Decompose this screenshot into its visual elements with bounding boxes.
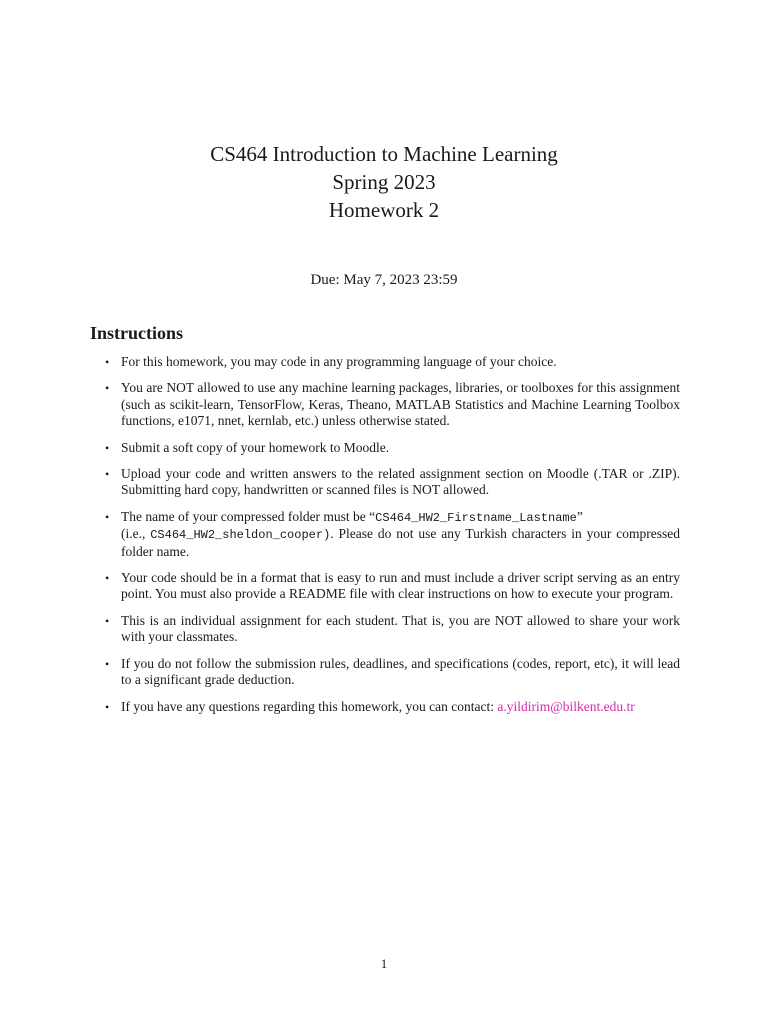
instruction-text: You are NOT allowed to use any machine learning packages, libraries, or toolboxes for this assignment (such as scikit-learn, TensorFlow, Keras, Theano, MATLAB Statistics and Machine Learning Toolbox functions, e1071, nnet, kernlab, etc.) unless otherwise stated.	[121, 380, 680, 429]
instruction-text: For this homework, you may code in any programming language of your choice.	[121, 354, 557, 369]
bullet-icon: •	[105, 613, 110, 628]
bullet-icon: •	[105, 381, 110, 396]
bullet-icon: •	[105, 467, 110, 482]
course-title: CS464 Introduction to Machine Learning	[210, 142, 558, 166]
instruction-item	[104, 699, 680, 715]
bullet-icon: •	[105, 355, 110, 369]
term-title: Spring 2023	[332, 170, 436, 194]
instruction-item	[104, 613, 680, 646]
instructions-list	[104, 354, 680, 725]
instruction-item	[104, 509, 680, 560]
instruction-text: If you have any questions regarding this homework, you can contact:	[121, 698, 498, 714]
bullet-icon: •	[105, 656, 110, 671]
instruction-item	[104, 466, 680, 499]
folder-name-format: CS464_HW2_Firstname_Lastname	[375, 510, 577, 525]
instruction-text: The name of your compressed folder must be “	[121, 508, 376, 524]
assignment-title: Homework 2	[328, 198, 440, 222]
bullet-icon: •	[105, 509, 110, 524]
instruction-text: Submit a soft copy of your homework to Moodle.	[121, 439, 390, 455]
bullet-icon: •	[105, 699, 110, 714]
folder-name-example: CS464_HW2_sheldon_cooper)	[150, 528, 331, 543]
instruction-item	[104, 354, 680, 370]
contact-email-link[interactable]: a.yildirim@bilkent.edu.tr	[497, 698, 635, 714]
instruction-item	[104, 570, 680, 603]
quote-close: ”	[576, 508, 583, 524]
instruction-text: If you do not follow the submission rules, deadlines, and specifications (codes, report, etc), it will lead to a significant grade deduction.	[121, 655, 680, 688]
due-date: Due: May 7, 2023 23:59	[310, 272, 458, 288]
instructions-heading: Instructions	[90, 323, 184, 343]
bullet-icon: •	[105, 440, 110, 455]
instruction-item	[104, 440, 680, 456]
page-number: 1	[380, 956, 388, 971]
instruction-item	[104, 380, 680, 429]
bullet-icon: •	[105, 571, 110, 586]
ie-open: (i.e.,	[121, 526, 151, 542]
title-block	[0, 140, 768, 224]
instruction-text: . Please do not use any Turkish characters in your compressed folder name.	[121, 526, 680, 559]
instruction-text: This is an individual assignment for each student. That is, you are NOT allowed to share your work with your classmates.	[121, 612, 680, 645]
instruction-text: Upload your code and written answers to the related assignment section on Moodle (.TAR or .ZIP). Submitting hard copy, handwritten or scanned files is NOT allowed.	[121, 466, 680, 498]
instruction-text: Your code should be in a format that is easy to run and must include a driver script serving as an entry point. You must also provide a README file with clear instructions on how to execute your program.	[121, 570, 680, 602]
instruction-item	[104, 656, 680, 689]
